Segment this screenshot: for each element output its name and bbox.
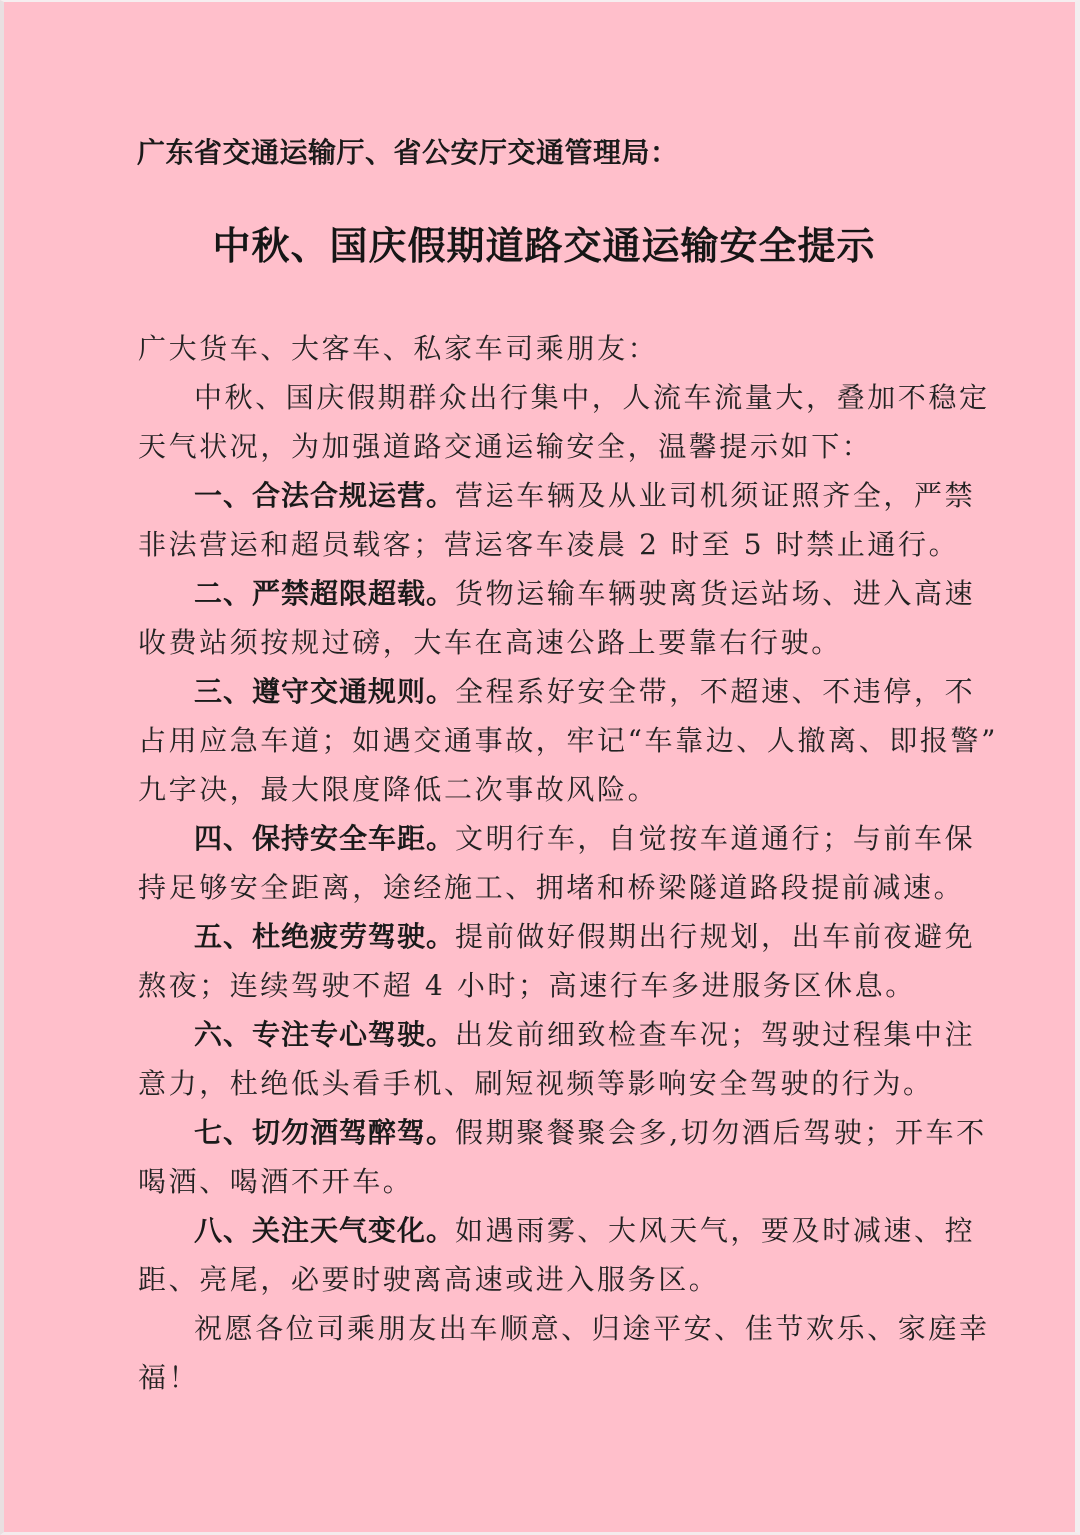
tip-text: 距、亮尾，必要时驶离高速或进入服务区。	[138, 1263, 720, 1296]
tip-text: 熬夜；连续驾驶不超 4 小时；高速行车多进服务区休息。	[138, 969, 916, 1002]
tip-text: 文明行车，自觉按车道通行；与前车保	[455, 822, 976, 855]
closing-line-2: 福！	[138, 1361, 200, 1394]
tip-text: 提前做好假期出行规划，出车前夜避免	[455, 920, 976, 953]
closing-paragraph	[138, 1304, 990, 1402]
tip-text: 如遇雨雾、大风天气，要及时减速、控	[455, 1214, 976, 1247]
tip-text: 假期聚餐聚会多,切勿酒后驾驶；开车不	[455, 1116, 987, 1149]
tip-text: 收费站须按规过磅，大车在高速公路上要靠右行驶。	[138, 626, 842, 659]
document-body	[138, 324, 999, 1402]
tip-text: 占用应急车道；如遇交通事故，牢记“车靠边、人撤离、即报警”	[138, 724, 999, 757]
document-title: 中秋、国庆假期道路交通运输安全提示	[212, 223, 876, 268]
tip-heading: 八、关注天气变化。	[194, 1214, 456, 1247]
intro-line-1: 中秋、国庆假期群众出行集中，人流车流量大，叠加不稳定	[194, 381, 990, 414]
tip-item-4	[138, 814, 976, 912]
tip-text: 营运车辆及从业司机须证照齐全，严禁	[455, 479, 976, 512]
intro-line-2: 天气状况，为加强道路交通运输安全，温馨提示如下：	[138, 430, 873, 463]
tip-heading: 五、杜绝疲劳驾驶。	[194, 920, 456, 953]
tip-heading: 二、严禁超限超载。	[194, 577, 456, 610]
tip-text: 出发前细致检查车况；驾驶过程集中注	[455, 1018, 976, 1051]
tip-item-2	[138, 569, 976, 667]
tip-heading: 六、专注专心驾驶。	[194, 1018, 456, 1051]
tip-item-3	[138, 667, 999, 814]
tip-heading: 一、合法合规运营。	[194, 479, 456, 512]
tip-text: 喝酒、喝酒不开车。	[138, 1165, 414, 1198]
tip-text: 九字决，最大限度降低二次事故风险。	[138, 773, 659, 806]
tip-item-7	[138, 1108, 987, 1206]
salutation: 广大货车、大客车、私家车司乘朋友：	[138, 332, 659, 365]
tip-heading: 四、保持安全车距。	[194, 822, 456, 855]
tip-text: 意力，杜绝低头看手机、刷短视频等影响安全驾驶的行为。	[138, 1067, 934, 1100]
tip-heading: 七、切勿酒驾醉驾。	[194, 1116, 456, 1149]
tip-text: 全程系好安全带，不超速、不违停，不	[455, 675, 976, 708]
tip-item-8	[138, 1206, 976, 1304]
intro-paragraph	[138, 373, 990, 471]
tip-text: 非法营运和超员载客；营运客车凌晨 2 时至 5 时禁止通行。	[138, 528, 960, 561]
tip-item-1	[138, 471, 976, 569]
tip-text: 货物运输车辆驶离货运站场、进入高速	[455, 577, 976, 610]
issuer-line: 广东省交通运输厅、省公安厅交通管理局：	[137, 136, 679, 169]
tip-text: 持足够安全距离，途经施工、拥堵和桥梁隧道路段提前减速。	[138, 871, 965, 904]
tip-item-5	[138, 912, 976, 1010]
tip-heading: 三、遵守交通规则。	[194, 675, 456, 708]
closing-line-1: 祝愿各位司乘朋友出车顺意、归途平安、佳节欢乐、家庭幸	[194, 1312, 990, 1345]
tip-item-6	[138, 1010, 976, 1108]
